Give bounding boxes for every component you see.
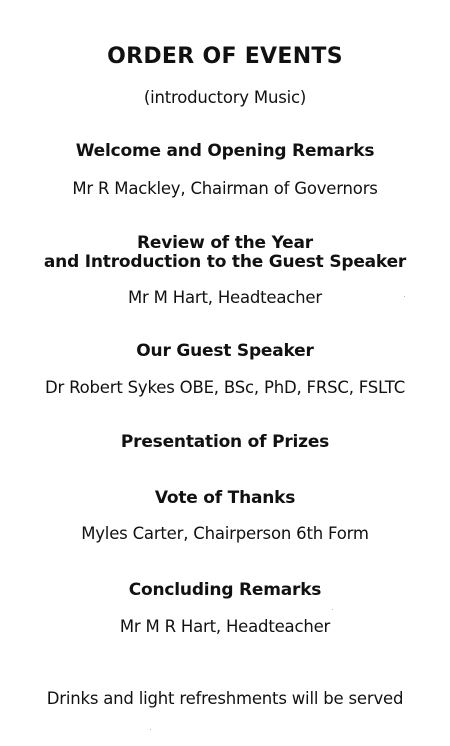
footer-refreshments: Drinks and light refreshments will be served [46,689,404,708]
intro-music: (introductory Music) [143,88,307,107]
event-thanks-heading: Vote of Thanks [154,488,296,508]
event-prizes-heading: Presentation of Prizes [120,432,330,452]
scan-speck [404,296,405,297]
event-review-heading-line1: Review of the Year [137,233,313,253]
scan-speck [150,729,151,730]
event-guest-detail: Dr Robert Sykes OBE, BSc, PhD, FRSC, FSLTC [44,378,406,397]
event-welcome-detail: Mr R Mackley, Chairman of Governors [72,179,378,198]
page-title: ORDER OF EVENTS [107,44,343,69]
event-review-detail: Mr M Hart, Headteacher [128,288,322,307]
event-welcome-heading: Welcome and Opening Remarks [75,141,375,161]
event-guest-heading: Our Guest Speaker [136,341,314,361]
event-thanks-detail: Myles Carter, Chairperson 6th Form [81,524,369,543]
scan-speck [332,609,333,610]
event-concluding-heading: Concluding Remarks [128,580,322,600]
event-review-heading-line2: and Introduction to the Guest Speaker [43,252,407,272]
event-concluding-detail: Mr M R Hart, Headteacher [119,617,331,636]
